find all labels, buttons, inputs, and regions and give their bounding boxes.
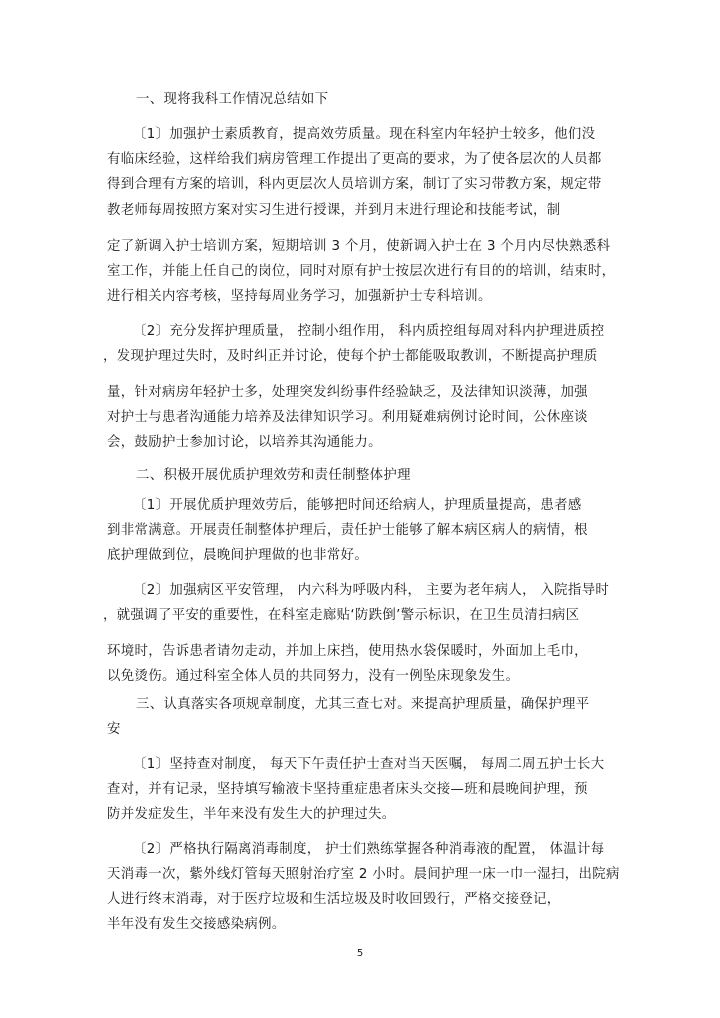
paragraph-line: 定了新调入护士培训方案，短期培训 3 个月，使新调入护士在 3 个月内尽快熟悉科 [107,239,611,254]
section-heading-3: 三、认真落实各项规章制度，尤其三查七对。来提高护理质量，确保护理平 [136,697,590,712]
paragraph-line: 教老师每周按照方案对实习生进行授课，并到月末进行理论和技能考试，制 [107,203,561,218]
paragraph-line: 室工作，并能上任自己的岗位，同时对原有护士按层次进行有目的的培训，结束时， [107,264,616,279]
paragraph-line: 安 [107,722,121,737]
paragraph-line: 天消毒一次，紫外线灯管每天照射治疗室 2 小时。晨间护理一床一巾一湿扫，出院病 [107,867,620,882]
paragraph-line: 〔2〕充分发挥护理质量， 控制小组作用， 科内质控组每周对科内护理进质控 [133,324,605,339]
paragraph-line: 以免烫伤。通过科室全体人员的共同努力，没有一例坠床现象发生。 [107,669,520,684]
paragraph-line: 查对，并有记录，坚持填写输液卡坚持重症患者床头交接—班和晨晚间护理，预 [107,782,588,797]
paragraph-line: 〔2〕加强病区平安管理， 内六科为呼吸内科， 主要为老年病人， 入院指导时 [133,583,610,598]
paragraph-line: ，就强调了平安的重要性，在科室走廊贴‘防跌倒’警示标识，在卫生员清扫病区 [103,608,580,623]
paragraph-line: 防并发症发生，半年来没有发生大的护理过失。 [107,807,396,822]
paragraph-line: 半年没有发生交接感染病例。 [107,917,286,932]
paragraph-line: 〔1〕加强护士素质教育，提高效劳质量。现在科室内年轻护士较多，他们没 [133,127,596,142]
paragraph-line: 〔1〕坚持查对制度， 每天下午责任护士查对当天医嘱， 每周二周五护士长大 [133,757,605,772]
paragraph-line: 到非常满意。开展责任制整体护理后，责任护士能够了解本病区病人的病情，根 [107,523,588,538]
paragraph-line: 有临床经验，这样给我们病房管理工作提出了更高的要求，为了使各层次的人员都 [107,152,602,167]
paragraph-line: 得到合理有方案的培训，科内更层次人员培训方案，制订了实习带教方案，规定带 [107,177,602,192]
paragraph-line: 人进行终末消毒，对于医疗垃圾和生活垃圾及时收回毁行，严格交接登记， [107,892,561,907]
paragraph-line: 量，针对病房年轻护士多，处理突发纠纷事件经验缺乏，及法律知识淡薄，加强 [107,385,588,400]
paragraph-line: 进行相关内容考核，坚持每周业务学习，加强新护士专科培训。 [107,289,492,304]
paragraph-line: 环境时，告诉患者请勿走动，并加上床挡，使用热水袋保暖时，外面加上毛巾， [107,644,588,659]
page-number: 5 [356,948,364,959]
paragraph-line: ，发现护理过失时，及时纠正并讨论，使每个护士都能吸取教训，不断提高护理质 [103,349,598,364]
section-heading-2: 二、积极开展优质护理效劳和责任制整体护理 [136,468,411,483]
paragraph-line: 对护士与患者沟通能力培养及法律知识学习。利用疑难病例讨论时间，公休座谈 [107,410,588,425]
paragraph-line: 会，鼓励护士参加讨论，以培养其沟通能力。 [107,435,382,450]
section-heading-1: 一、现将我科工作情况总结如下 [136,92,329,107]
paragraph-line: 〔1〕开展优质护理效劳后，能够把时间还给病人，护理质量提高，患者感 [133,498,582,513]
paragraph-line: 底护理做到位，晨晚间护理做的也非常好。 [107,548,369,563]
paragraph-line: 〔2〕严格执行隔离消毒制度， 护士们熟练掌握各种消毒液的配置， 体温计每 [133,842,605,857]
